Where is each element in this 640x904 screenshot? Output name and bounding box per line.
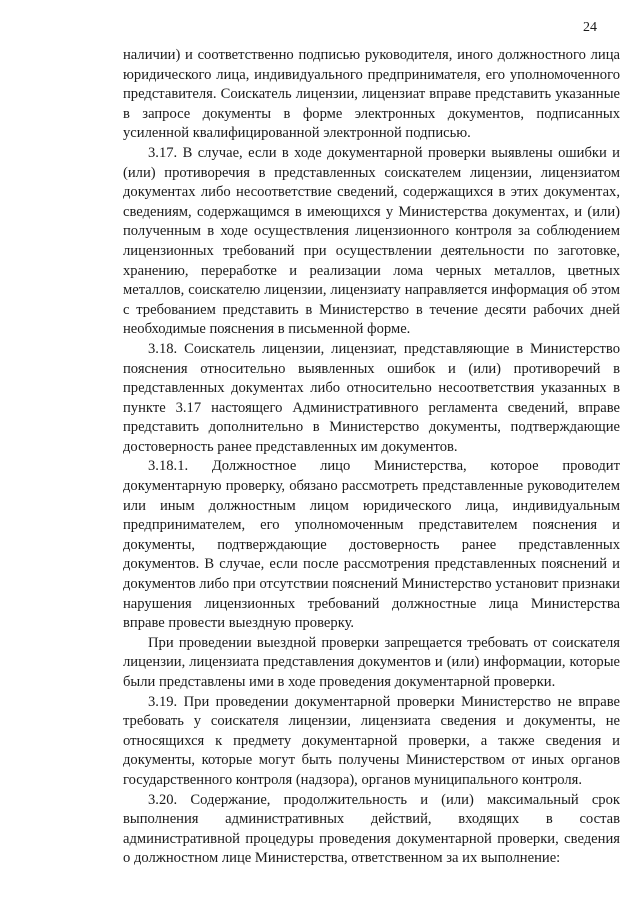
paragraph-3-17: 3.17. В случае, если в ходе документарной проверки выявлены ошибки и (или) противоречия в представленных соискателем лицензии, лицензиатом документах либо несоответствие сведений, содержащихся в этих документах, сведениям, содержащимся в имеющихся у Министерства документах, и (или) полученным в ходе осуществления лицензионного контроля за соблюдением лицензионных требований при осуществлении деятельности по заготовке, хранению, переработке и реализации лома черных металлов, цветных металлов, соискателю лицензии, лицензиату направляется информация об этом с требованием представить в Министерство в течение десяти рабочих дней необходимые пояснения в письменной форме.	[123, 144, 620, 338]
paragraph-3-18: 3.18. Соискатель лицензии, лицензиат, представляющие в Министерство пояснения относительно выявленных ошибок и (или) противоречий в представленных документах либо относительно несоответствия указанных в пункте 3.17 настоящего Административного регламента сведений, вправе представить дополнительно в Министерство документы, подтверждающие достоверность ранее представленных им документов.	[123, 340, 620, 455]
paragraph-3-19: 3.19. При проведении документарной проверки Министерство не вправе требовать у соискателя лицензии, лицензиата сведения и документы, не относящихся к предмету документарной проверки, а также сведения и документы, которые могут быть получены Министерством от иных органов государственного контроля (надзора), органов муниципального контроля.	[123, 693, 620, 788]
page-number: 24	[583, 20, 597, 35]
paragraph-field-check: При проведении выездной проверки запрещается требовать от соискателя лицензии, лицензиата представления документов и (или) информации, которые были представлены ими в ходе проведения документарной проверки.	[123, 634, 620, 690]
document-body	[123, 46, 620, 869]
paragraph-continuation: наличии) и соответственно подписью руководителя, иного должностного лица юридического лица, индивидуального предпринимателя, его уполномоченного представителя. Соискатель лицензии, лицензиат вправе представить указанные в запросе документы в форме электронных документов, подписанных усиленной квалифицированной электронной подписью.	[123, 47, 620, 142]
paragraph-3-20: 3.20. Содержание, продолжительность и (или) максимальный срок выполнения административных действий, входящих в состав административной процедуры проведения документарной проверки, сведения о должностном лице Министерства, ответственном за их выполнение:	[123, 791, 620, 867]
paragraph-3-18-1: 3.18.1. Должностное лицо Министерства, которое проводит документарную проверку, обязано рассмотреть представленные руководителем или иным должностным лицом юридического лица, индивидуальным предпринимателем, его уполномоченным представителем пояснения и документы, подтверждающие достоверность ранее представленных документов. В случае, если после рассмотрения представленных пояснений и документов либо при отсутствии пояснений Министерство установит признаки нарушения лицензионных требований должностные лица Министерства вправе провести выездную проверку.	[123, 458, 620, 632]
